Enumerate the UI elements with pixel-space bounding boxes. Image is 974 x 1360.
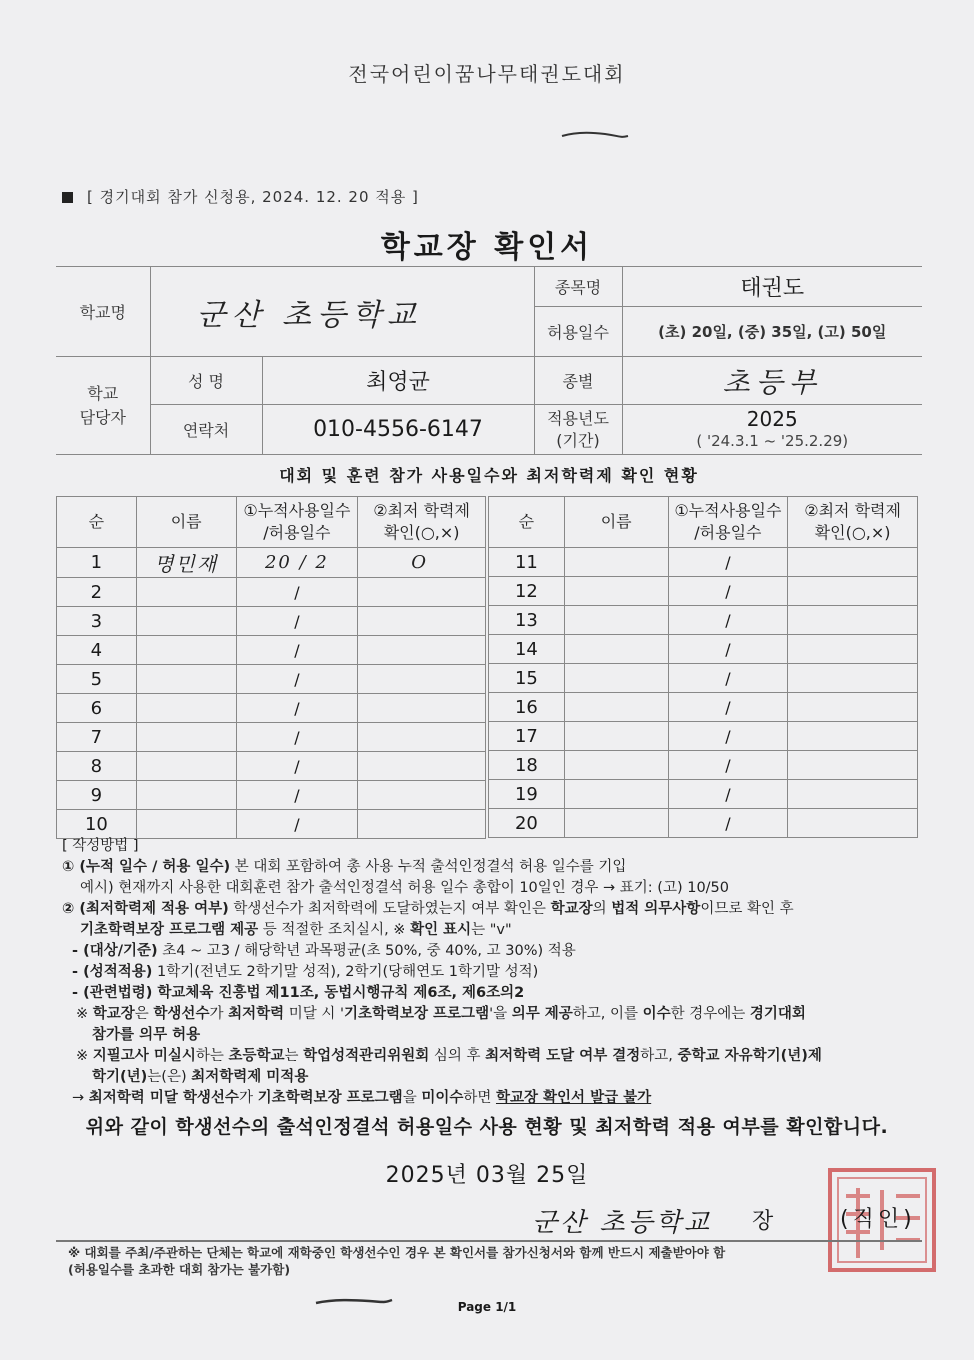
table-row: 14 / [489,635,918,664]
issue-date: 2025년 03월 25일 [385,1163,589,1188]
sport-label: 종목명 [534,267,622,307]
table-row: 12 / [489,577,918,606]
col-header-min-academic: ②최저 학력제 확인(○,×) [788,497,918,548]
table-row: 16 / [489,693,918,722]
instruction-line: 참가를 의무 허용 [92,1027,201,1043]
instruction-line: → 최저학력 미달 학생선수가 기초학력보장 프로그램을 미이수하면 학교장 확인서 발급 불가 [72,1090,652,1106]
name-label: 성 명 [150,357,262,405]
check-handwritten: O [358,548,486,578]
table-row: 15 / [489,664,918,693]
footnote-line2: (허용일수를 초과한 대회 참가는 불가함) [68,1262,291,1277]
confirmation-statement: 위와 같이 학생선수의 출석인정결석 허용일수 사용 현황 및 최저학력 적용 여부를 확인합니다. [85,1116,889,1138]
allowed-days-value: (초) 20일, (중) 35일, (고) 50일 [622,307,922,357]
table-row: 7 / [57,723,486,752]
table-row: 17 / [489,722,918,751]
contact-label: 연락처 [150,405,262,455]
school-info-table [56,266,922,455]
category-handwritten: 초등부 [722,365,822,399]
form-note: [ 경기대회 참가 신청용, 2024. 12. 20 적용 ] [62,186,419,207]
footer-divider [56,1240,922,1242]
attendance-rows-right [489,548,918,838]
pen-scribble-mark [560,130,630,140]
footnote [68,1244,918,1278]
instruction-line: ② (최저학력제 적용 여부) 학생선수가 최저학력에 도달하였는지 여부 확인은 학교장의 법적 의무사항이므로 확인 후 [62,901,794,917]
table-row: 6 / [57,694,486,723]
year-label [534,405,622,455]
instruction-line: 기초학력보장 프로그램 제공 등 적절한 조치실시, ※ 확인 표시는 "v" [80,922,512,938]
col-header-name: 이름 [136,497,236,548]
table-row: 9 / [57,781,486,810]
category-field [622,357,922,405]
instruction-line: 예시) 현재까지 사용한 대회훈련 참가 출석인정결석 허용 일수 총합이 10일인 경우 → 표기: (고) 10/50 [80,880,730,896]
table-row: 19 / [489,780,918,809]
manager-label-line2: 담당자 [79,407,126,427]
instructions-heading: [ 작성방법 ] [62,838,139,854]
table-row: 2 / [57,578,486,607]
student-name-handwritten: 명민재 [136,548,236,578]
table-row: 13 / [489,606,918,635]
page-number: Page 1/1 [457,1300,517,1314]
signature-seal-label: (직인) [840,1207,916,1232]
event-name: 전국어린이꿈나무태권도대회 [348,62,626,86]
table-row: 8 / [57,752,486,781]
year-value: 2025 [746,406,798,431]
school-label: 학교명 [56,267,150,357]
table-row: 10 / [57,810,486,839]
table-row: 18 / [489,751,918,780]
year-field [622,405,922,455]
allowed-days-label: 허용일수 [534,307,622,357]
name-value: 최영균 [262,357,534,405]
table-row: 4 / [57,636,486,665]
year-label-line1: 적용년도 [547,408,609,428]
contact-value: 010-4556-6147 [262,405,534,455]
instruction-line: ※ 학교장은 학생선수가 최저학력 미달 시 '기초학력보장 프로그램'을 의무 제공하고, 이를 이수한 경우에는 경기대회 [76,1006,806,1022]
year-label-line2: (기간) [556,430,600,450]
table-row: 20 / [489,809,918,838]
col-header-cumulative: ①누적사용일수 /허용일수 [236,497,358,548]
instruction-line: - (성적적용) 1학기(전년도 2학기말 성적), 2학기(당해연도 1학기말 성적) [72,964,539,980]
sport-value: 태권도 [622,267,922,307]
instruction-line: 학기(년)는(은) 최저학력제 미적용 [92,1069,309,1085]
attendance-rows-left [57,548,486,839]
table-row: 11 / [489,548,918,577]
days-handwritten: 20 / 2 [236,548,358,578]
instruction-line: ① (누적 일수 / 허용 일수) 본 대회 포함하여 총 사용 누적 출석인정결석 허용 일수를 기입 [62,859,627,875]
manager-label-line1: 학교 [87,383,119,403]
table-row: 1 명민재 20 / 2 O [57,548,486,578]
instruction-line: ※ 지필고사 미실시하는 초등학교는 학업성적관리위원회 심의 후 최저학력 도달 여부 결정하고, 중학교 자유학기(년)제 [76,1048,822,1064]
instruction-line: - (대상/기준) 초4 ~ 고3 / 해당학년 과목평균(초 50%, 중 40%, 고 30%) 적용 [72,943,576,959]
year-period: ( '24.3.1 ~ '25.2.29) [696,431,849,450]
col-header-cumulative: ①누적사용일수 /허용일수 [668,497,788,548]
bullet-square-icon [62,192,73,203]
col-header-name: 이름 [564,497,668,548]
col-header-no: 순 [57,497,137,548]
school-name-field [150,267,534,357]
signature-school-handwritten: 군산 초등학교 [532,1208,712,1238]
col-header-min-academic: ②최저 학력제 확인(○,×) [358,497,486,548]
instructions-block [62,836,922,1109]
school-name-handwritten: 군산 초등학교 [196,297,422,333]
category-label: 종별 [534,357,622,405]
instruction-line: - (관련법령) 학교체육 진흥법 제11조, 동법시행규칙 제6조, 제6조의2 [72,985,525,1001]
footnote-line1: ※ 대회를 주최/주관하는 단체는 학교에 재학중인 학생선수인 경우 본 확인서를 참가신청서와 함께 반드시 제출받아야 함 [68,1245,726,1260]
col-header-no: 순 [489,497,565,548]
attendance-table-right [488,496,918,838]
table-row: 5 / [57,665,486,694]
document-title: 학교장 확인서 [380,230,594,265]
section-title: 대회 및 훈련 참가 사용일수와 최저학력제 확인 현황 [279,466,699,485]
attendance-table-left [56,496,486,839]
table-row: 3 / [57,607,486,636]
signature-title: 장 [752,1209,774,1234]
manager-label [56,357,150,455]
